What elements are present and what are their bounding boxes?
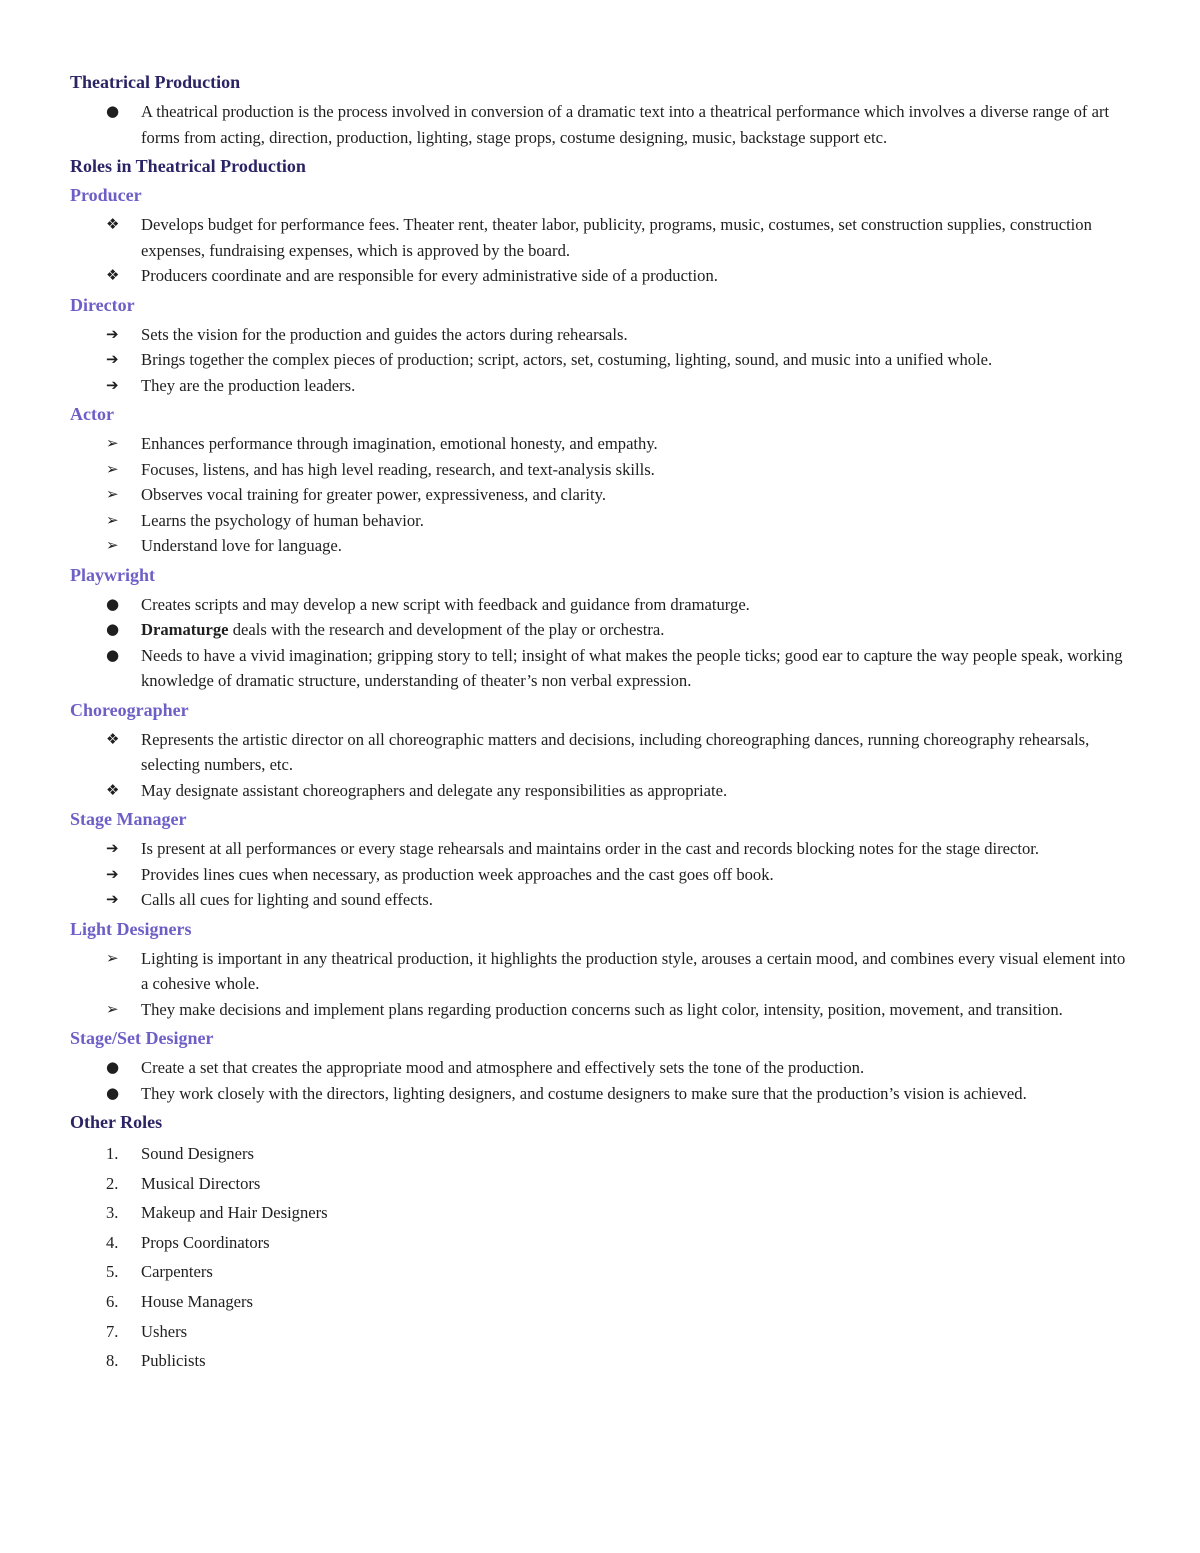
item-text: Is present at all performances or every stage rehearsals and maintains order in the cast and records blocking notes for the stage director. (141, 839, 1040, 858)
list-item (70, 1228, 1130, 1258)
section-title-stage-manager: Stage Manager (70, 809, 187, 829)
list-item (70, 1346, 1130, 1376)
list-item (70, 1287, 1130, 1317)
item-text: Producers coordinate and are responsible for every administrative side of a production. (141, 266, 718, 285)
bullet-arrowhead-icon: ➢ (106, 536, 119, 554)
bullet-arrowhead-icon: ➢ (106, 510, 119, 529)
list-number: 6. (106, 1291, 119, 1311)
list-number: 1. (106, 1144, 119, 1163)
list-item (70, 643, 1130, 694)
item-text: May designate assistant choreographers and delegate any responsibilities as appropriate. (141, 780, 728, 800)
list-item (70, 1257, 1130, 1287)
list-item (70, 1198, 1130, 1228)
list-item (70, 322, 1130, 348)
list-item (70, 997, 1130, 1023)
bullet-arrowhead-icon: ➢ (106, 459, 119, 478)
list-number: 5. (106, 1262, 119, 1282)
item-text: Sets the vision for the production and guides the actors during rehearsals. (141, 324, 628, 344)
document-title: Theatrical Production (70, 72, 241, 92)
section-title-producer: Producer (70, 185, 142, 205)
bullet-arrowhead-icon: ➢ (106, 434, 119, 452)
item-text: They make decisions and implement plans regarding production concerns such as light color, intensity, position, movement, and transition. (141, 999, 1063, 1019)
playwright-list (70, 592, 1130, 694)
list-number: 8. (106, 1351, 119, 1371)
other-roles-list (70, 1139, 1130, 1376)
director-list (70, 322, 1130, 399)
section-title-set-designer: Stage/Set Designer (70, 1028, 214, 1048)
item-text: Musical Directors (141, 1173, 261, 1193)
list-item (70, 99, 1130, 150)
item-text: Observes vocal training for greater power, expressiveness, and clarity. (141, 485, 607, 504)
bullet-diamond-icon: ❖ (106, 780, 120, 799)
dramaturge-term: Dramaturge (141, 620, 229, 639)
item-text: They work closely with the directors, lighting designers, and costume designers to make sure that the production’s vision is achieved. (141, 1083, 1027, 1103)
list-item (70, 212, 1130, 263)
actor-list (70, 431, 1130, 559)
bullet-dot-icon: ● (106, 102, 120, 120)
list-item (70, 946, 1130, 997)
list-number: 4. (106, 1232, 119, 1252)
bullet-arrow-icon: ➔ (106, 839, 119, 857)
bullet-arrowhead-icon: ➢ (106, 485, 119, 503)
list-number: 7. (106, 1321, 119, 1341)
item-text: Carpenters (141, 1262, 213, 1282)
list-item (70, 727, 1130, 778)
list-item (70, 533, 1130, 559)
bullet-dot-icon: ● (106, 620, 120, 638)
producer-list (70, 212, 1130, 289)
bullet-dot-icon: ● (106, 645, 120, 664)
item-text: Makeup and Hair Designers (141, 1203, 328, 1223)
item-text: Focuses, listens, and has high level reading, research, and text-analysis skills. (141, 459, 655, 479)
item-text: Understand love for language. (141, 536, 342, 555)
item-text: deals with the research and development of the play or orchestra. (228, 620, 665, 639)
list-item (70, 347, 1130, 373)
stage-manager-list (70, 836, 1130, 913)
list-item (70, 862, 1130, 888)
list-item (70, 778, 1130, 804)
intro-list (70, 99, 1130, 150)
list-item (70, 1139, 1130, 1169)
section-title-director: Director (70, 294, 135, 315)
item-text: Enhances performance through imagination, emotional honesty, and empathy. (141, 434, 658, 453)
item-text: Lighting is important in any theatrical production, it highlights the production style, arouses a certain mood, and combines every visual element into a cohesive whole. (141, 948, 1126, 993)
list-item (70, 373, 1130, 399)
roles-title: Roles in Theatrical Production (70, 156, 306, 176)
bullet-diamond-icon: ❖ (106, 729, 120, 748)
choreographer-list (70, 727, 1130, 804)
section-title-choreographer: Choreographer (70, 699, 189, 720)
set-designer-list (70, 1055, 1130, 1106)
list-item (70, 1081, 1130, 1107)
section-title-other-roles: Other Roles (70, 1112, 163, 1132)
bullet-diamond-icon: ❖ (106, 266, 120, 284)
list-item (70, 836, 1130, 862)
bullet-dot-icon: ● (106, 1083, 120, 1102)
item-text: Provides lines cues when necessary, as production week approaches and the cast goes off book. (141, 864, 774, 884)
section-title-playwright: Playwright (70, 564, 155, 585)
item-text: Creates scripts and may develop a new script with feedback and guidance from dramaturge. (141, 594, 750, 614)
light-designers-list (70, 946, 1130, 1023)
list-item (70, 431, 1130, 457)
section-title-light-designers: Light Designers (70, 918, 192, 939)
bullet-arrow-icon: ➔ (106, 890, 119, 908)
item-text: Represents the artistic director on all choreographic matters and decisions, including choreographing dances, running choreography rehearsals, selecting numbers, etc. (141, 729, 1090, 774)
item-text: Learns the psychology of human behavior. (141, 510, 424, 530)
bullet-arrow-icon: ➔ (106, 324, 119, 343)
item-text: Publicists (141, 1351, 206, 1371)
bullet-dot-icon: ● (106, 594, 120, 613)
bullet-arrowhead-icon: ➢ (106, 999, 119, 1018)
list-number: 3. (106, 1203, 119, 1223)
list-item (70, 1169, 1130, 1199)
list-item (70, 1055, 1130, 1081)
list-item (70, 592, 1130, 618)
bullet-diamond-icon: ❖ (106, 215, 120, 233)
list-item (70, 887, 1130, 913)
item-text: Develops budget for performance fees. Theater rent, theater labor, publicity, programs, music, costumes, set construction supplies, construction expenses, fundraising expenses, which is approved by the board. (141, 215, 1092, 260)
item-text: Brings together the complex pieces of production; script, actors, set, costuming, lighting, sound, and music into a unified whole. (141, 350, 993, 369)
item-text: Props Coordinators (141, 1232, 270, 1252)
list-item (70, 1317, 1130, 1347)
list-item (70, 263, 1130, 289)
bullet-arrow-icon: ➔ (106, 864, 119, 883)
bullet-arrow-icon: ➔ (106, 375, 119, 394)
list-number: 2. (106, 1173, 119, 1193)
item-text: Ushers (141, 1321, 188, 1341)
bullet-arrowhead-icon: ➢ (106, 948, 119, 967)
list-item (70, 617, 1130, 643)
section-title-actor: Actor (70, 404, 114, 424)
bullet-dot-icon: ● (106, 1058, 120, 1076)
list-item (70, 508, 1130, 534)
bullet-arrow-icon: ➔ (106, 350, 119, 368)
list-item (70, 482, 1130, 508)
list-item (70, 457, 1130, 483)
item-text: Create a set that creates the appropriate mood and atmosphere and effectively sets the tone of the production. (141, 1058, 865, 1077)
item-text: Needs to have a vivid imagination; gripping story to tell; insight of what makes the people ticks; good ear to capture the way people speak, working knowledge of dramatic structure, understanding of theater’s non verbal expression. (141, 645, 1123, 690)
item-text: Sound Designers (141, 1144, 254, 1163)
item-text: A theatrical production is the process involved in conversion of a dramatic text into a theatrical performance which involves a diverse range of art forms from acting, direction, production, lighting, stage props, costume designing, music, backstage support etc. (141, 102, 1110, 147)
item-text: They are the production leaders. (141, 375, 356, 395)
item-text: Calls all cues for lighting and sound effects. (141, 890, 433, 909)
item-text: House Managers (141, 1291, 253, 1311)
